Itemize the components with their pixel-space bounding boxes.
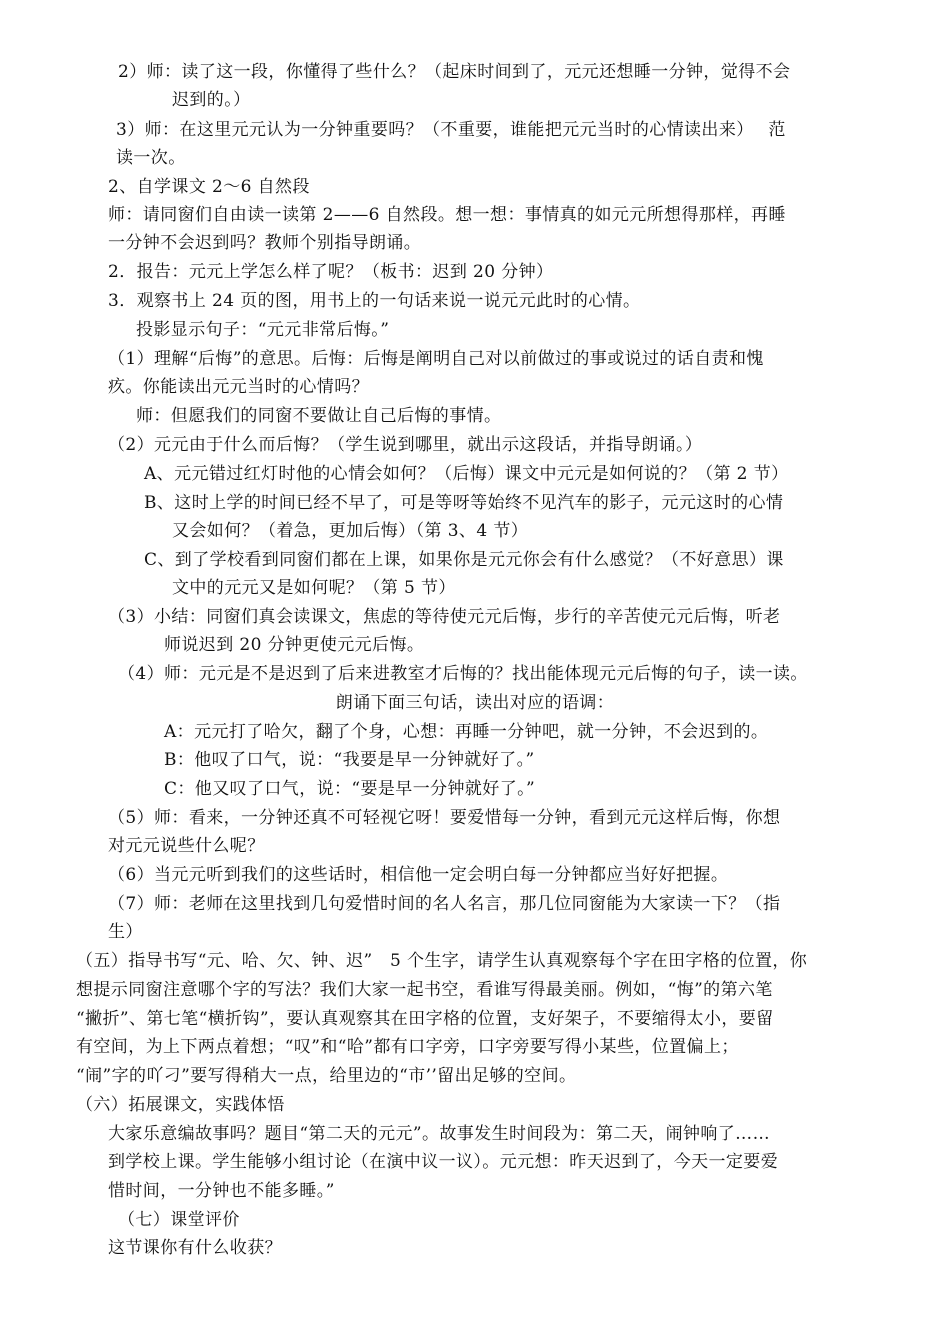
text-line: 惜时间，一分钟也不能多睡。” (108, 1181, 335, 1201)
heading-line: 2、自学课文 2～6 自然段 (108, 177, 310, 197)
text-line: A：元元打了哈欠，翻了个身，心想：再睡一分钟吧，就一分钟，不会迟到的。 (164, 722, 769, 742)
heading-line: （七）课堂评价 (118, 1210, 240, 1230)
text-line: 投影显示句子：“元元非常后悔。” (136, 320, 390, 340)
text-line: C、到了学校看到同窗们都在上课，如果你是元元你会有什么感觉？（不好意思）课 (144, 550, 784, 570)
text-line: 疚。你能读出元元当时的心情吗？ (108, 377, 369, 397)
text-line: （5）师：看来，一分钟还真不可轻视它呀！要爱惜每一分钟，看到元元这样后悔，你想 (108, 808, 781, 828)
text-line: C：他又叹了口气，说：“要是早一分钟就好了。” (164, 779, 536, 799)
text-line: （3）小结：同窗们真会读课文，焦虑的等待使元元后悔，步行的辛苦使元元后悔，听老 (108, 607, 781, 627)
text-line: （1）理解“后悔”的意思。后悔：后悔是阐明自己对以前做过的事或说过的话自责和愧 (108, 349, 764, 369)
text-line: 大家乐意编故事吗？题目“第二天的元元”。故事发生时间段为：第二天，闹钟响了…… (108, 1124, 770, 1144)
text-line: 这节课你有什么收获？ (108, 1238, 282, 1258)
text-line: B：他叹了口气，说：“我要是早一分钟就好了。” (164, 750, 535, 770)
text-line: （6）当元元听到我们的这些话时，相信他一定会明白每一分钟都应当好好把握。 (108, 865, 729, 885)
text-line: 迟到的。） (172, 90, 251, 110)
heading-line: （六）拓展课文，实践体悟 (76, 1095, 285, 1115)
text-line: 到学校上课。学生能够小组讨论（在演中议一议）。元元想：昨天迟到了，今天一定要爱 (108, 1152, 779, 1172)
text-line: “撇折”、第七笔“横折钩”，要认真观察其在田字格的位置，支好架子，不要缩得太小，要留 (76, 1009, 774, 1029)
text-line: 3．观察书上 24 页的图，用书上的一句话来说一说元元此时的心情。 (108, 291, 641, 311)
text-line: （7）师：老师在这里找到几句爱惜时间的名人名言，那几位同窗能为大家读一下？（指 (108, 894, 781, 914)
text-line: 3）师：在这里元元认为一分钟重要吗？（不重要，谁能把元元当时的心情读出来） 范 (116, 120, 786, 140)
text-line: “闹”字的吖刁”要写得稍大一点，给里边的“市’’留出足够的空间。 (76, 1066, 577, 1086)
text-line: 师：但愿我们的同窗不要做让自己后悔的事情。 (136, 406, 502, 426)
text-line: 2）师：读了这一段，你懂得了些什么？（起床时间到了，元元还想睡一分钟，觉得不会 (118, 62, 791, 82)
text-line: 2．报告：元元上学怎么样了呢？（板书：迟到 20 分钟） (108, 262, 554, 282)
text-line: 有空间，为上下两点着想；“叹”和“哈”都有口字旁，口字旁要写得小某些，位置偏上； (76, 1037, 739, 1057)
text-line: 对元元说些什么呢？ (108, 836, 265, 856)
text-line: 想提示同窗注意哪个字的写法？我们大家一起书空，看谁写得最美丽。例如，“悔”的第六笔 (76, 980, 773, 1000)
text-line: （2）元元由于什么而后悔？（学生说到哪里，就出示这段话，并指导朗诵。） (108, 435, 703, 455)
heading-line: （五）指导书写“元、哈、欠、钟、迟” 5 个生字，请学生认真观察每个字在田字格的位置，你 (76, 951, 808, 971)
text-line: 又会如何？（着急，更加后悔）（第 3、4 节） (172, 521, 529, 541)
text-line: B、这时上学的时间已经不早了，可是等呀等始终不见汽车的影子，元元这时的心情 (144, 493, 784, 513)
text-line: 读一次。 (116, 148, 186, 168)
text-line: 师说迟到 20 分钟更使元元后悔。 (164, 635, 425, 655)
text-line: 生） (108, 922, 143, 942)
text-line: 一分钟不会迟到吗？教师个别指导朗诵。 (108, 233, 422, 253)
text-line: A、元元错过红灯时他的心情会如何？（后悔）课文中元元是如何说的？（第 2 节） (144, 464, 789, 484)
text-line: （4）师：元元是不是迟到了后来进教室才后悔的？找出能体现元元后悔的句子，读一读。 (118, 664, 808, 684)
text-line: 文中的元元又是如何呢？（第 5 节） (172, 578, 456, 598)
text-line: 朗诵下面三句话，读出对应的语调： (335, 693, 615, 713)
text-line: 师：请同窗们自由读一读第 2——6 自然段。想一想：事情真的如元元所想得那样，再睡 (108, 205, 786, 225)
